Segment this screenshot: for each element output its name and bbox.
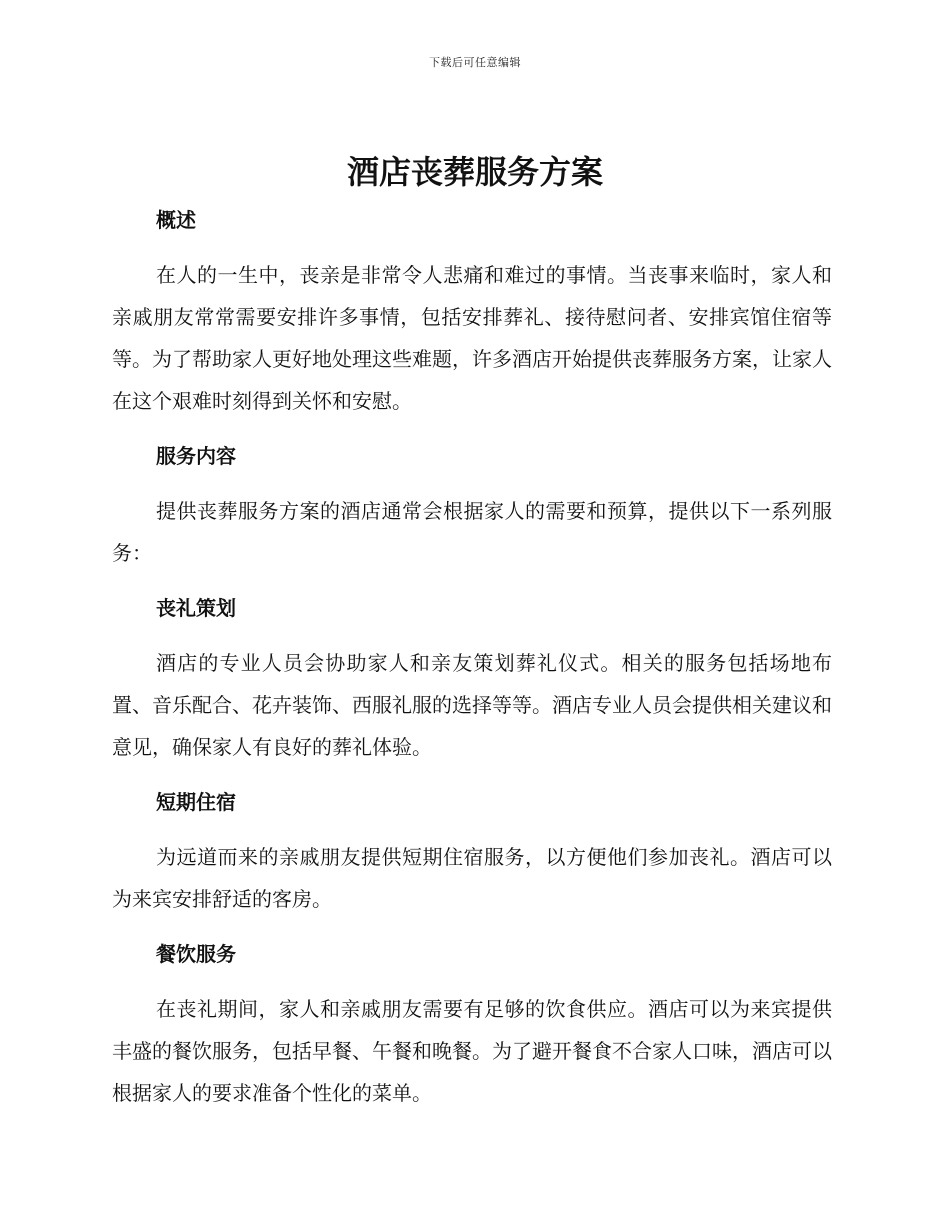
document-body xyxy=(112,200,832,1128)
section-heading: 服务内容 xyxy=(156,444,236,468)
section-paragraph: 在人的一生中，丧亲是非常令人悲痛和难过的事情。当丧事来临时，家人和亲戚朋友常常需要安排许多事情，包括安排葬礼、接待慰问者、安排宾馆住宿等等。为了帮助家人更好地处理这些难题，许多酒店开始提供丧葬服务方案，让家人在这个艰难时刻得到关怀和安慰。 xyxy=(112,263,832,413)
section-paragraph: 酒店的专业人员会协助家人和亲友策划葬礼仪式。相关的服务包括场地布置、音乐配合、花卉装饰、西服礼服的选择等等。酒店专业人员会提供相关建议和意见，确保家人有良好的葬礼体验。 xyxy=(112,651,832,759)
section-heading: 概述 xyxy=(156,208,196,232)
section-heading: 丧礼策划 xyxy=(156,596,236,620)
section-paragraph: 为远道而来的亲戚朋友提供短期住宿服务，以方便他们参加丧礼。酒店可以为来宾安排舒适的客房。 xyxy=(112,845,832,911)
section-service-content xyxy=(112,436,832,574)
section-paragraph: 在丧礼期间，家人和亲戚朋友需要有足够的饮食供应。酒店可以为来宾提供丰盛的餐饮服务，包括早餐、午餐和晚餐。为了避开餐食不合家人口味，酒店可以根据家人的要求准备个性化的菜单。 xyxy=(112,997,832,1105)
section-heading: 短期住宿 xyxy=(156,790,236,814)
page-header-note: 下载后可任意编辑 xyxy=(429,56,521,69)
section-funeral-planning xyxy=(112,588,832,768)
document-title: 酒店丧葬服务方案 xyxy=(346,153,603,191)
section-short-stay xyxy=(112,782,832,920)
section-overview xyxy=(112,200,832,422)
section-heading: 餐饮服务 xyxy=(156,942,236,966)
section-paragraph: 提供丧葬服务方案的酒店通常会根据家人的需要和预算，提供以下一系列服务： xyxy=(112,499,832,565)
section-catering xyxy=(112,934,832,1114)
